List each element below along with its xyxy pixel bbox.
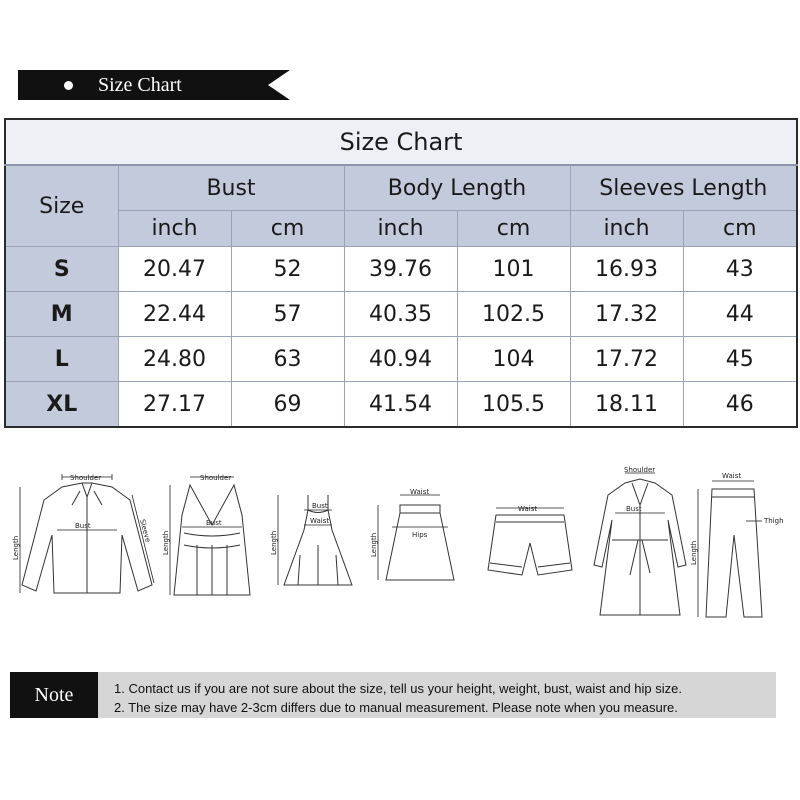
- table-cell: 104: [457, 337, 570, 382]
- shoulder-label: Shoulder: [200, 474, 232, 482]
- size-label: L: [5, 337, 118, 382]
- shoulder-label: Shoulder: [70, 474, 102, 482]
- table-cell: 44: [683, 292, 797, 337]
- size-label: M: [5, 292, 118, 337]
- bust-label: Bust: [75, 522, 91, 530]
- hips-label: Hips: [412, 531, 428, 539]
- table-cell: 45: [683, 337, 797, 382]
- tank-top-illustration: [162, 465, 262, 605]
- group-header-body-length: Body Length: [344, 165, 570, 211]
- dress-illustration: [270, 485, 365, 595]
- length-label: Length: [162, 530, 170, 555]
- coat-illustration: [590, 465, 690, 625]
- length-label: Length: [12, 535, 20, 560]
- table-cell: 40.94: [344, 337, 457, 382]
- table-cell: 16.93: [570, 247, 683, 292]
- unit-header: inch: [118, 211, 231, 247]
- table-cell: 27.17: [118, 382, 231, 428]
- table-cell: 40.35: [344, 292, 457, 337]
- unit-header: cm: [683, 211, 797, 247]
- bust-label: Bust: [206, 519, 222, 527]
- bullet-dot-icon: [64, 81, 73, 90]
- table-cell: 22.44: [118, 292, 231, 337]
- thigh-label: Thigh: [764, 517, 784, 525]
- table-cell: 102.5: [457, 292, 570, 337]
- waist-label: Waist: [310, 517, 330, 525]
- table-cell: 69: [231, 382, 344, 428]
- sleeve-label: Sleeve: [138, 518, 152, 544]
- size-label: S: [5, 247, 118, 292]
- table-cell: 52: [231, 247, 344, 292]
- size-chart-banner: [18, 70, 290, 100]
- table-title: Size Chart: [5, 119, 797, 165]
- note-label: Note: [10, 672, 98, 718]
- table-row: [5, 292, 797, 337]
- unit-header: cm: [457, 211, 570, 247]
- unit-header: cm: [231, 211, 344, 247]
- size-label: XL: [5, 382, 118, 428]
- note-line: 2. The size may have 2-3cm differs due to manual measurement. Please note when you measure.: [114, 700, 678, 715]
- unit-header: inch: [570, 211, 683, 247]
- shorts-illustration: [482, 495, 577, 585]
- length-label: Length: [690, 540, 698, 565]
- bust-label: Bust: [312, 502, 328, 510]
- size-column-header: Size: [5, 165, 118, 247]
- table-cell: 41.54: [344, 382, 457, 428]
- table-cell: 46: [683, 382, 797, 428]
- size-chart-table: [4, 118, 798, 428]
- unit-header: inch: [344, 211, 457, 247]
- table-row: [5, 337, 797, 382]
- table-cell: 63: [231, 337, 344, 382]
- waist-label: Waist: [722, 472, 742, 480]
- banner-title: Size Chart: [98, 74, 182, 96]
- table-cell: 101: [457, 247, 570, 292]
- table-cell: 17.72: [570, 337, 683, 382]
- table-cell: 57: [231, 292, 344, 337]
- table-row: [5, 247, 797, 292]
- waist-label: Waist: [410, 488, 430, 496]
- table-cell: 43: [683, 247, 797, 292]
- table-cell: 105.5: [457, 382, 570, 428]
- table-cell: 39.76: [344, 247, 457, 292]
- table-cell: 20.47: [118, 247, 231, 292]
- note-line: 1. Contact us if you are not sure about the size, tell us your height, weight, bust, waist and hip size.: [114, 681, 682, 696]
- blouse-illustration: [12, 465, 162, 605]
- length-label: Length: [270, 530, 278, 555]
- pants-illustration: [690, 465, 790, 625]
- table-cell: 24.80: [118, 337, 231, 382]
- skirt-illustration: [370, 485, 465, 595]
- note-lines: [114, 679, 682, 717]
- shoulder-label: Shoulder: [624, 466, 656, 474]
- measurement-illustrations: [0, 455, 800, 635]
- table-row: [5, 382, 797, 428]
- table-cell: 18.11: [570, 382, 683, 428]
- table-cell: 17.32: [570, 292, 683, 337]
- bust-label: Bust: [626, 505, 642, 513]
- length-label: Length: [370, 532, 378, 557]
- note-box: [10, 672, 776, 718]
- waist-label: Waist: [518, 505, 538, 513]
- group-header-bust: Bust: [118, 165, 344, 211]
- group-header-sleeves-length: Sleeves Length: [570, 165, 797, 211]
